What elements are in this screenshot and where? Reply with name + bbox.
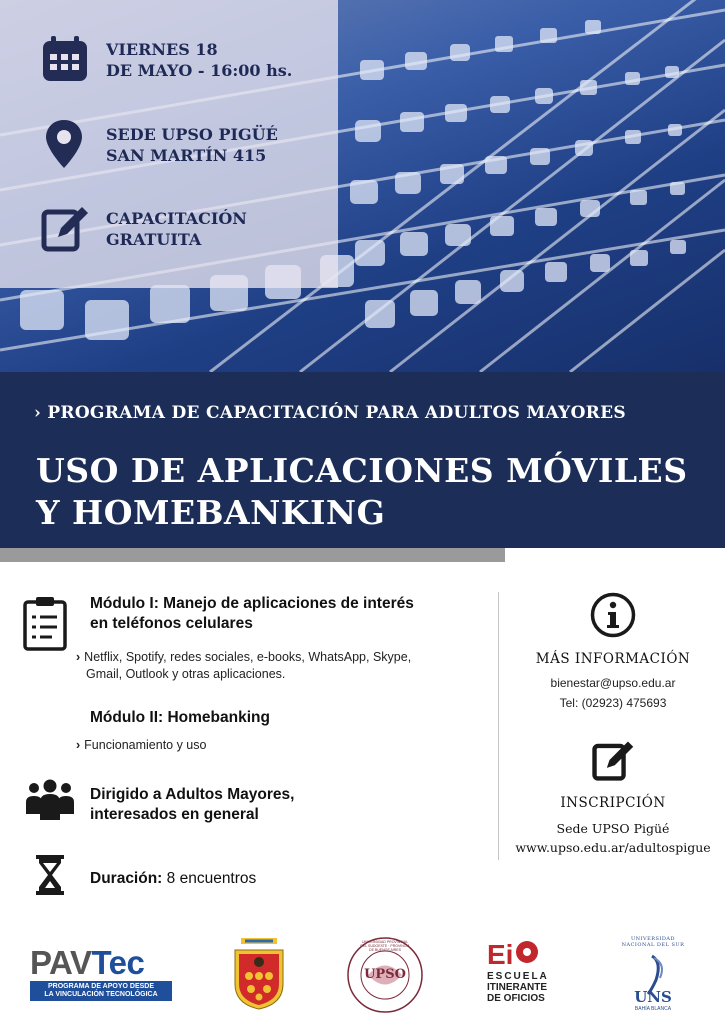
audience-text (90, 785, 294, 825)
registration-heading: INSCRIPCIÓN (560, 795, 666, 811)
cost-line-1: CAPACITACIÓN (106, 209, 247, 228)
edit-form-icon (40, 203, 90, 253)
registration-section (506, 738, 720, 855)
pavtec-word-1: PAV (30, 944, 92, 981)
upso-logo (346, 936, 424, 1014)
people-group-icon (24, 778, 76, 827)
eio-line-2: ITINERANTE (487, 982, 547, 993)
uns-ring-text: UNIVERSIDAD NACIONAL DEL SUR (621, 936, 685, 948)
location-pin-icon (40, 118, 90, 168)
clipboard-checklist-icon (22, 595, 68, 656)
eio-line-3: DE OFICIOS (487, 993, 545, 1004)
place-line-2: SAN MARTÍN 415 (106, 146, 267, 165)
calendar-icon (40, 34, 90, 84)
course-title (36, 450, 688, 534)
contact-email[interactable]: bienestar@upso.edu.ar (550, 676, 676, 690)
sponsor-logos (0, 932, 725, 1012)
module-1-title-line-2: en teléfonos celulares (90, 615, 253, 632)
module-1-detail-line-2: Gmail, Outlook y otras aplicaciones. (86, 667, 286, 681)
edit-form-icon (591, 738, 635, 787)
uns-city: BAHÍA BLANCA (634, 1006, 672, 1012)
cost-line-2: GRATUITA (106, 230, 202, 249)
registration-place: Sede UPSO Pigüé (556, 821, 670, 836)
audience-line-2: interesados en general (90, 806, 259, 823)
course-title-line-1: USO DE APLICACIONES MÓVILES (36, 451, 688, 490)
hero-image (0, 0, 725, 372)
uns-mark: UNS (634, 988, 672, 1006)
duration-text (90, 869, 256, 889)
location-row (40, 118, 278, 168)
more-info-heading: MÁS INFORMACIÓN (535, 651, 691, 667)
cost-row (40, 203, 247, 253)
upso-mark: UPSO (364, 967, 406, 982)
date-row (40, 34, 292, 84)
title-banner (0, 372, 725, 548)
module-2-detail-text: Funcionamiento y uso (84, 738, 207, 752)
duration-value: 8 encuentros (166, 870, 257, 887)
info-section (506, 592, 720, 710)
escuela-itinerante-logo (487, 940, 557, 1004)
place-line-1: SEDE UPSO PIGÜÉ (106, 125, 278, 144)
date-line-2: DE MAYO - 16:00 hs. (106, 61, 293, 80)
module-1-title-line-1: Módulo I: Manejo de aplicaciones de interés (90, 595, 414, 612)
info-icon (590, 592, 636, 643)
audience-line-1: Dirigido a Adultos Mayores, (90, 786, 295, 803)
contact-phone[interactable]: Tel: (02923) 475693 (559, 696, 667, 710)
gear-icon (515, 940, 539, 969)
uns-logo (612, 934, 694, 1016)
module-1-detail-line-1: Netflix, Spotify, redes sociales, e-books, WhatsApp, Skype, (84, 650, 412, 664)
program-name: › PROGRAMA DE CAPACITACIÓN PARA ADULTOS MAYORES (34, 403, 626, 423)
pavtec-subtitle-line-1: PROGRAMA DE APOYO DESDE (47, 983, 155, 990)
date-line-1: VIERNES 18 (106, 40, 218, 59)
eio-mark: Ei (487, 938, 514, 970)
bullet-arrow-icon: › (76, 738, 81, 752)
pavtec-subtitle-line-2: LA VINCULACIÓN TECNOLÓGICA (44, 991, 158, 998)
duration-label: Duración: (90, 870, 163, 887)
bullet-arrow-icon: › (76, 650, 81, 664)
module-1-detail (76, 649, 411, 683)
accent-bar (0, 548, 505, 562)
course-title-line-2: Y HOMEBANKING (36, 493, 386, 532)
pavtec-logo (30, 946, 172, 1001)
module-2-detail (76, 737, 206, 754)
column-divider (498, 592, 499, 860)
eio-line-1: ESCUELA (487, 971, 549, 982)
module-2-title: Módulo II: Homebanking (90, 709, 270, 726)
module-1-title (90, 594, 414, 634)
pavtec-word-2: Tec (91, 944, 145, 981)
pigue-coat-of-arms-logo (231, 938, 287, 1015)
upso-ring-text: UNIVERSIDAD PROVINCIAL DEL SUDOESTE · PROVINCIA DE BUENOS AIRES (360, 940, 410, 952)
registration-url[interactable]: www.upso.edu.ar/adultospigue (515, 840, 711, 855)
hourglass-icon (36, 855, 64, 900)
